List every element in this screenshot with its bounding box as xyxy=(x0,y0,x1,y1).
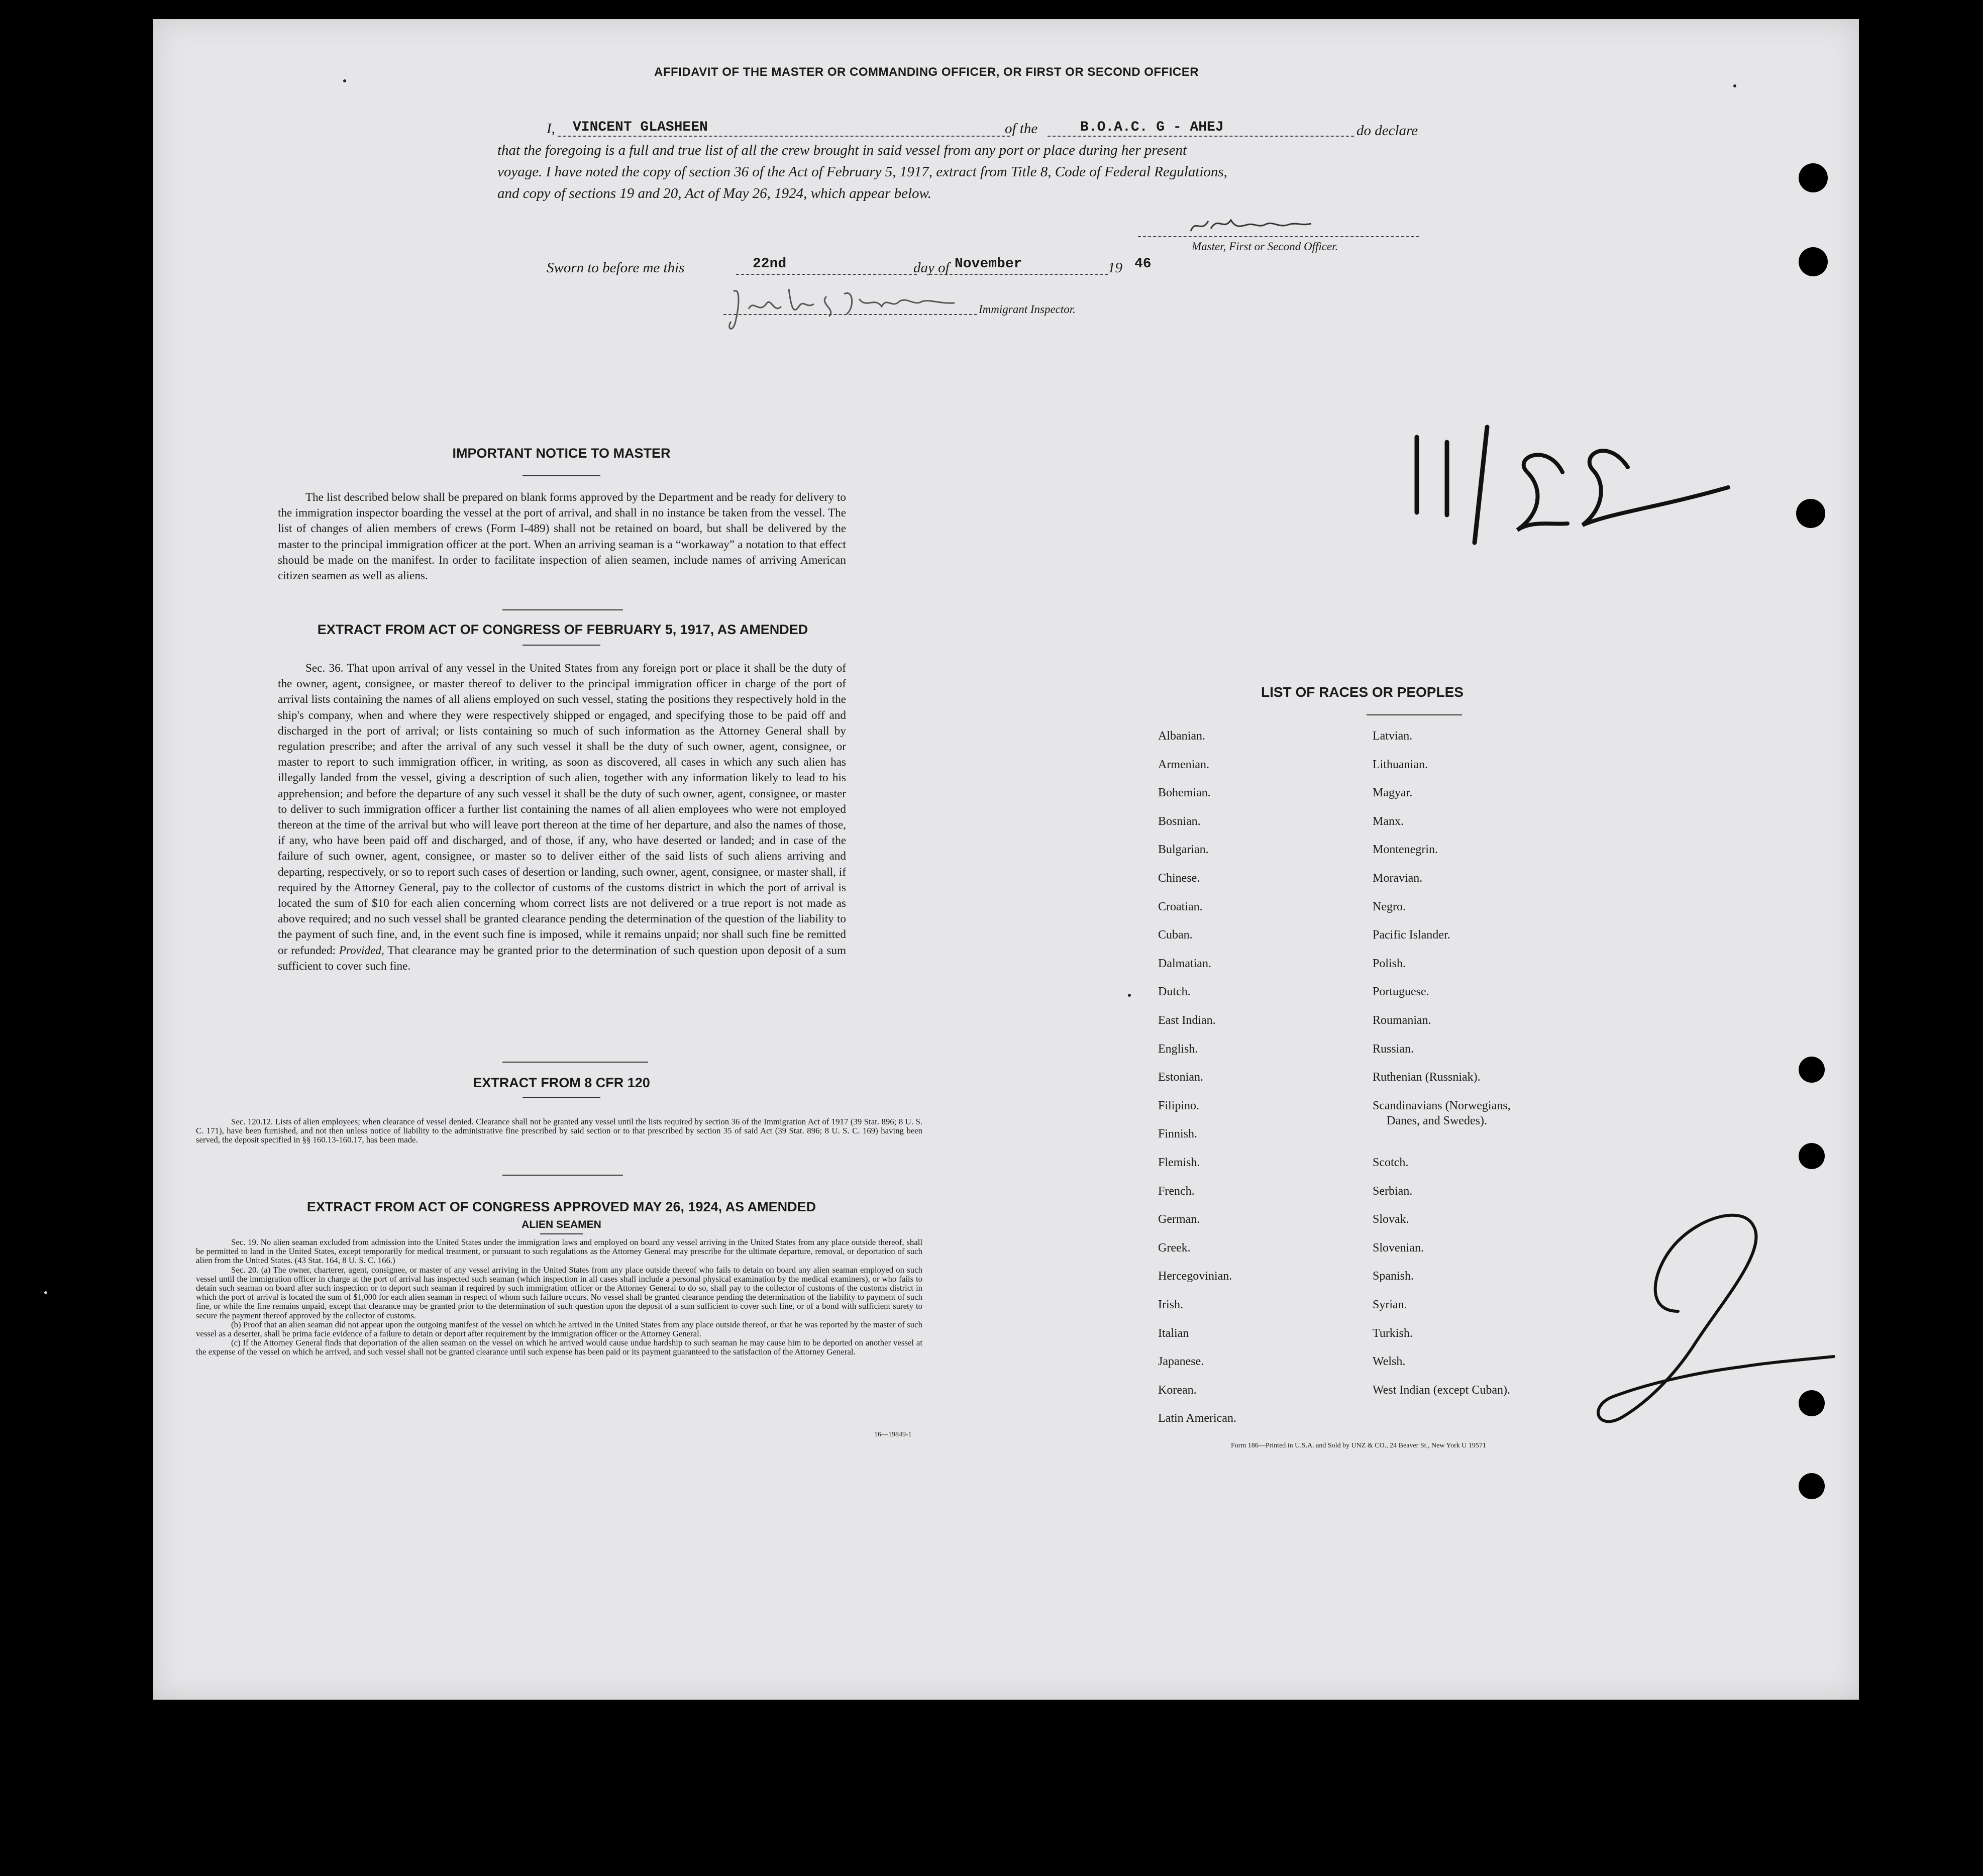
race-item: Montenegrin. xyxy=(1373,843,1438,857)
race-item: French. xyxy=(1158,1184,1195,1198)
sworn-year: 46 xyxy=(1134,256,1152,272)
printer-footer: Form 186—Printed in U.S.A. and Sold by UNZ & CO., 24 Beaver St., New York U 19571 xyxy=(1231,1442,1486,1449)
race-item: Negro. xyxy=(1373,900,1406,913)
race-item: Hercegovinian. xyxy=(1158,1270,1232,1283)
race-item: Scotch. xyxy=(1373,1156,1409,1169)
master-caption: Master, First or Second Officer. xyxy=(1192,240,1338,253)
race-item: Albanian. xyxy=(1158,729,1205,743)
sec-19-text: Sec. 19. No alien seaman excluded from admission into the United States under the immigration laws and employed on board any vessel arriving in the United States from any place outside thereof, shall be permitted to land in the United States, except temporarily for medical treatment, or pursuant to such regulations as the Attorney General may prescribe for the ultimate departure, removal, or deportation of such alien from the United States. (43 Stat. 164, 8 U. S. C. 166.) xyxy=(196,1237,922,1266)
cfr-title: EXTRACT FROM 8 CFR 120 xyxy=(473,1075,650,1090)
sworn-text: Sworn to before me this xyxy=(547,260,685,276)
sec-36-text: That upon arrival of any vessel in the United States from any foreign port or place it shall be the duty of the owner, agent, consignee, or master thereof to deliver to the principal immigration officer in charge of the port of arrival lists containing the names of all aliens employed on such vessel, stating the positions they respectively hold in the ship's company, when and where they were respectively shipped or engaged, and specifying those to be paid off and discharged in the port of arrival; or lists containing so much of such information as the Attorney General shall by regulation prescribe; and after the arrival of any such vessel it shall be the duty of such owner, agent, consignee, or master to report to such immigration officer, in writing, as soon as discovered, all cases in which any such alien has illegally landed from the vessel, giving a description of such alien, together with any information likely to lead to his apprehension; and before the departure of any such vessel it shall be the duty of such owner, agent, consignee, or master to deliver to such immigration officer a further list containing the names of all alien employees who were not employed thereon at the time of the arrival but who will leave port thereon at the time of her departure, and also the names of those, if any, who have been paid off and discharged, and of those, if any, who have deserted or landed; and in case of the failure of such owner, agent, consignee, or master so to deliver either of the said lists of such aliens arriving and departing, respectively, or so to report such cases of desertion or landing, such owner, agent, consignee, or master shall, if required by the Attorney General, pay to the collector of customs of the customs district in which the port of arrival is located the sum of $10 for each alien concerning whom correct lists are not delivered or a true report is not made as above required; and no such vessel shall be granted clearance pending the determination of the question of the liability to the payment of such fine, and, in the event such fine is imposed, while it remains unpaid; nor shall such fine be remitted or refunded: xyxy=(278,662,846,957)
cfr-body: Sec. 120.12. Lists of alien employees; when clearance of vessel denied. Clearance shall not be granted any vessel until the lists required by section 36 of the Immigration Act of 1917 (39 Stat. 896; 8 U. S. C. 171), have been furnished, and not then unless notice of liability to the administrative fine prescribed by said section or to that prescribed by section 35 of said Act (39 Stat. 896; 8 U. S. C. 169) having been served, the deposit specified in §§ 160.13-160.17, has been made. xyxy=(196,1117,922,1145)
race-item: Slovenian. xyxy=(1373,1241,1424,1255)
race-item: Finnish. xyxy=(1158,1127,1198,1141)
inspector-signature xyxy=(718,279,980,339)
race-item: Latin American. xyxy=(1158,1412,1236,1425)
affidavit-line-4: and copy of sections 19 and 20, Act of May 26, 1924, which appear below. xyxy=(497,185,931,201)
race-item: Welsh. xyxy=(1373,1355,1406,1369)
vessel-name: B.O.A.C. G - AHEJ xyxy=(1080,120,1224,135)
race-item: Estonian. xyxy=(1158,1071,1203,1084)
race-item: English. xyxy=(1158,1042,1198,1056)
extract-1917-body xyxy=(278,661,846,974)
vessel-line xyxy=(1048,136,1354,137)
race-item: Lithuanian. xyxy=(1373,758,1428,771)
race-item: Korean. xyxy=(1158,1383,1197,1397)
race-item: West Indian (except Cuban). xyxy=(1373,1383,1510,1397)
paper-speck xyxy=(343,79,346,82)
sec-20c-text: (c) If the Attorney General finds that deportation of the alien seaman on the vessel on which he arrived would cause undue hardship to such seaman he may cause him to be deported on another vessel at the expense of the vessel on which he arrived, and such vessel shall not be granted clearance until such expense has been paid or its payment guaranteed to the satisfaction of the Attorney General. xyxy=(196,1338,922,1357)
cfr-title-rule xyxy=(523,1097,600,1098)
race-item: Cuban. xyxy=(1158,928,1193,942)
affidavit-prefix: I, xyxy=(547,121,555,137)
race-item: Croatian. xyxy=(1158,900,1203,913)
race-item: German. xyxy=(1158,1213,1200,1226)
sworn-month: November xyxy=(955,256,1022,272)
race-item: Dutch. xyxy=(1158,985,1191,999)
punch-hole xyxy=(1796,499,1825,528)
extract-1917-rule xyxy=(523,645,600,646)
race-item: Roumanian. xyxy=(1373,1014,1431,1027)
sec-20a-text: Sec. 20. (a) The owner, charterer, agent, consignee, or master of any vessel arriving in the United States from any place outside thereof who fails to detain on board any alien seaman employed on such vessel until the immigration officer in charge at the port of arrival has inspected such seaman (which inspection in all cases shall include a personal physical examination by the medical examiners), or who fails to detain such seaman on board after such inspection or to deport such seaman if required by such immigration officer or the Attorney General to do so, shall pay to the collector of customs of the customs district in which the port of arrival is located the sum of $1,000 for each alien seaman in respect of whom such failure occurs. No vessel shall be granted clearance pending the determination of the liability to payment of such fine, or while the fine remains unpaid, except that clearance may be granted prior to the determination of such question upon the deposit of a sum sufficient to cover such fine, or of a bond with sufficient surety to secure the payment thereof approved by the collector of customs. xyxy=(196,1265,922,1320)
inspector-signature-line xyxy=(723,314,977,315)
do-declare-text: do declare xyxy=(1356,123,1418,139)
race-item: Turkish. xyxy=(1373,1326,1413,1340)
punch-hole xyxy=(1799,247,1828,276)
notice-title: IMPORTANT NOTICE TO MASTER xyxy=(452,446,671,461)
race-item: Dalmatian. xyxy=(1158,957,1211,970)
race-item: Irish. xyxy=(1158,1298,1183,1311)
master-signature-line xyxy=(1138,236,1419,237)
races-title: LIST OF RACES OR PEOPLES xyxy=(1261,684,1464,700)
extract-1924-rule xyxy=(540,1233,583,1234)
notice-body: The list described below shall be prepared on blank forms approved by the Department and be ready for delivery to the immigration inspector boarding the vessel at the port of arrival, and shall in no instance be taken from the vessel. The list of changes of alien members of crews (Form I-489) shall not be retained on board, but shall be delivered by the master to the principal immigration officer at the port. When an arriving seaman is a “workaway” a notation to that effect should be made on the manifest. In order to facilitate inspection of alien seamen, include names of arriving American citizen seamen as well as aliens. xyxy=(278,491,846,583)
sec-36-proviso: That clearance may be granted prior to the determination of such question upon deposit of a sum sufficient to cover such fine. xyxy=(278,944,846,973)
extract-1924-body xyxy=(196,1238,922,1357)
race-item: Latvian. xyxy=(1373,729,1413,743)
cfr-divider xyxy=(502,1175,623,1176)
race-item: Flemish. xyxy=(1158,1156,1200,1169)
race-item: Ruthenian (Russniak). xyxy=(1373,1071,1481,1084)
of-the-text: of the xyxy=(1005,121,1038,137)
race-item: Bosnian. xyxy=(1158,814,1201,828)
affidavit-line-2: that the foregoing is a full and true list of all the crew brought in said vessel from any port or place during her present xyxy=(497,142,1187,158)
form-code: 16—19849-1 xyxy=(874,1431,912,1438)
sworn-day-line xyxy=(736,274,917,275)
paper-speck xyxy=(1128,994,1131,997)
race-item: Pacific Islander. xyxy=(1373,928,1450,942)
race-item: Chinese. xyxy=(1158,872,1200,885)
affidavit-line-3: voyage. I have noted the copy of section 36 of the Act of February 5, 1917, extract from Title 8, Code of Federal Regulations, xyxy=(497,164,1227,180)
race-item: Bohemian. xyxy=(1158,786,1211,800)
races-title-rule xyxy=(1367,714,1462,715)
sec-36-label: Sec. 36. xyxy=(305,662,344,675)
race-item: Scandinavians (Norwegians, xyxy=(1373,1099,1511,1112)
notice-title-rule xyxy=(523,475,600,476)
sec-20b-text: (b) Proof that an alien seaman did not appear upon the outgoing manifest of the vessel on which he arrived in the United States from any place outside thereof, or that he was reported by the master of such vessel as a deserter, shall be prima facie evidence of a failure to detain or deport after requirement by the immigration officer or the Attorney General. xyxy=(196,1319,922,1339)
race-item: Russian. xyxy=(1373,1042,1414,1056)
extract-1917-title: EXTRACT FROM ACT OF CONGRESS OF FEBRUARY 5, 1917, AS AMENDED xyxy=(317,622,808,637)
race-item: Filipino. xyxy=(1158,1099,1200,1112)
race-item: Syrian. xyxy=(1373,1298,1407,1311)
sworn-month-line xyxy=(929,274,1108,275)
race-item: Magyar. xyxy=(1373,786,1413,800)
notice-divider xyxy=(502,609,623,610)
race-item: Polish. xyxy=(1373,957,1406,970)
master-name-line xyxy=(558,136,1010,137)
race-item: Bulgarian. xyxy=(1158,843,1209,857)
race-item: Manx. xyxy=(1373,814,1404,828)
day-of-text: day of xyxy=(913,260,950,276)
punch-hole xyxy=(1799,1057,1825,1083)
master-name: VINCENT GLASHEEN xyxy=(573,120,708,135)
race-item: Greek. xyxy=(1158,1241,1191,1255)
inspector-caption: Immigrant Inspector. xyxy=(979,303,1076,316)
punch-hole xyxy=(1799,1390,1825,1416)
affidavit-heading: AFFIDAVIT OF THE MASTER OR COMMANDING OFFICER, OR FIRST OR SECOND OFFICER xyxy=(654,65,1199,79)
race-item: Portuguese. xyxy=(1373,985,1429,999)
paper-speck xyxy=(1733,84,1736,87)
race-item: East Indian. xyxy=(1158,1014,1216,1027)
extract-1917-divider xyxy=(502,1062,648,1063)
race-item: Armenian. xyxy=(1158,758,1209,771)
punch-hole xyxy=(1799,1143,1825,1169)
race-item: Moravian. xyxy=(1373,872,1423,885)
race-item: Danes, and Swedes). xyxy=(1387,1114,1487,1127)
race-item: Italian xyxy=(1158,1326,1189,1340)
provided-word: Provided, xyxy=(339,944,384,957)
race-item: Spanish. xyxy=(1373,1270,1414,1283)
year-prefix: 19 xyxy=(1108,260,1122,276)
sworn-day: 22nd xyxy=(753,256,787,272)
race-item: Slovak. xyxy=(1373,1213,1409,1226)
paper-speck xyxy=(44,1291,47,1294)
alien-seamen-subtitle: ALIEN SEAMEN xyxy=(521,1219,601,1230)
extract-1924-title: EXTRACT FROM ACT OF CONGRESS APPROVED MAY 26, 1924, AS AMENDED xyxy=(306,1199,816,1214)
punch-hole xyxy=(1799,1473,1825,1499)
handwritten-date-mark xyxy=(1397,412,1748,553)
punch-hole xyxy=(1799,163,1828,192)
race-item: Japanese. xyxy=(1158,1355,1204,1369)
race-item: Serbian. xyxy=(1373,1184,1413,1198)
